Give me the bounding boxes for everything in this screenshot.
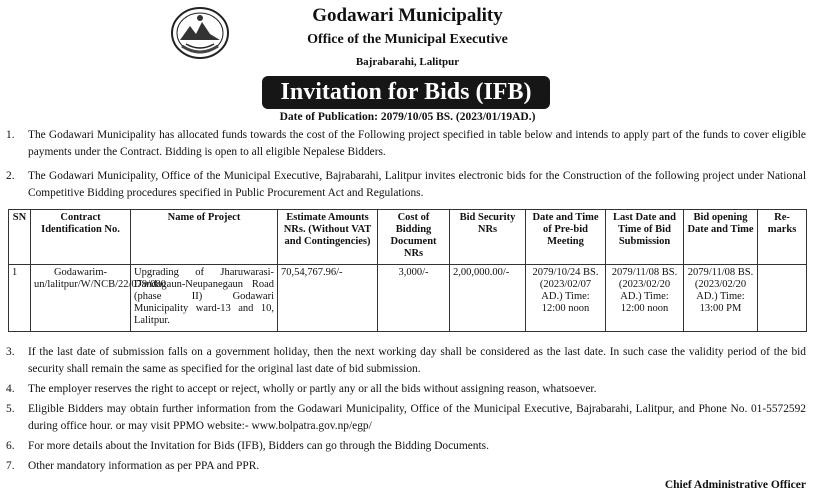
paragraph-7 <box>6 458 806 475</box>
header-remarks: Re-marks <box>758 210 807 265</box>
org-name: Godawari Municipality <box>312 5 503 26</box>
table-header-row <box>9 210 807 265</box>
cell-bid-security: 2,00,000.00/- <box>450 265 526 332</box>
header-prebid: Date and Time of Pre-bid Meeting <box>526 210 606 265</box>
paragraph-text: For more details about the Invitation for Bids (IFB), Bidders can go through the Bidding Documents. <box>28 440 489 452</box>
publication-date: Date of Publication: 2079/10/05 BS. (2023/01/19AD.) <box>279 111 536 123</box>
ifb-title-banner: Invitation for Bids (IFB) <box>262 76 550 109</box>
header-sn: SN <box>9 210 31 265</box>
cell-remarks <box>758 265 807 332</box>
header-last-date: Last Date and Time of Bid Submission <box>606 210 684 265</box>
header-opening: Bid opening Date and Time <box>684 210 758 265</box>
office-name: Office of the Municipal Executive <box>307 32 508 47</box>
paragraph-text: The Godawari Municipality has allocated funds towards the cost of the Following project specified in table below and intends to apply part of the funds to cover eligible payments under the Contract. Bidding is open to all eligible Nepalese Bidders. <box>28 129 806 158</box>
notice-header <box>0 0 815 82</box>
paragraph-number: 6. <box>6 440 15 452</box>
paragraph-text: Eligible Bidders may obtain further information from the Godawari Municipality, Office of the Municipal Executive, Bajrabarahi, Lalitpur, and Phone No. 01-5572592 during office hour. or may visit PPMO website:- www.bolpatra.gov.np/egp/ <box>28 403 806 432</box>
header-doc-cost: Cost of Bidding Document NRs <box>378 210 450 265</box>
paragraph-text: Other mandatory information as per PPA and PPR. <box>28 460 260 472</box>
paragraph-1 <box>6 127 806 161</box>
cell-opening: 2079/11/08 BS. (2023/02/20 AD.) Time: 13:00 PM <box>684 265 758 332</box>
signature-title: Chief Administrative Officer <box>664 479 806 491</box>
paragraph-number: 7. <box>6 460 15 472</box>
cell-prebid: 2079/10/24 BS. (2023/02/07 AD.) Time: 12:00 noon <box>526 265 606 332</box>
paragraph-number: 5. <box>6 403 15 415</box>
cell-contract-id: Godawarim-un/lalitpur/W/NCB/22/079/080 <box>31 265 131 332</box>
cell-doc-cost: 3,000/- <box>378 265 450 332</box>
paragraph-6 <box>6 438 806 455</box>
paragraph-number: 1. <box>6 129 15 141</box>
cell-sn: 1 <box>9 265 31 332</box>
table-row <box>9 265 807 332</box>
paragraph-text: The employer reserves the right to accept or reject, wholly or partly any or all the bids without assigning reason, whatsoever. <box>28 383 597 395</box>
paragraph-number: 2. <box>6 170 15 182</box>
paragraph-number: 3. <box>6 346 15 358</box>
header-bid-security: Bid Security NRs <box>450 210 526 265</box>
paragraph-3 <box>6 344 806 378</box>
header-project: Name of Project <box>131 210 278 265</box>
header-contract-id: Contract Identification No. <box>31 210 131 265</box>
header-estimate: Estimate Amounts NRs. (Without VAT and Contingencies) <box>278 210 378 265</box>
paragraph-4 <box>6 381 806 398</box>
bids-table <box>8 209 807 332</box>
paragraph-2 <box>6 168 806 202</box>
paragraph-number: 4. <box>6 383 15 395</box>
cell-last-date: 2079/11/08 BS. (2023/02/20 AD.) Time: 12:00 noon <box>606 265 684 332</box>
cell-project: Upgrading of Jharuwarasi-Dandagaun-Neupanegaun Road (phase II) Godawari Municipality ward-13 and 10, Lalitpur. <box>131 265 278 332</box>
paragraph-text: If the last date of submission falls on a government holiday, then the next working day shall be considered as the last date. In such case the validity period of the bid security shall remain the same as specified for the original last date of bid submission. <box>28 346 806 375</box>
office-address: Bajrabarahi, Lalitpur <box>355 56 460 68</box>
cell-estimate: 70,54,767.96/- <box>278 265 378 332</box>
paragraph-text: The Godawari Municipality, Office of the Municipal Executive, Bajrabarahi, Lalitpur invites electronic bids for the Construction of the following project under National Competitive Bidding procedures specified in Public Procurement Act and Regulations. <box>28 170 806 199</box>
paragraph-5 <box>6 401 806 435</box>
